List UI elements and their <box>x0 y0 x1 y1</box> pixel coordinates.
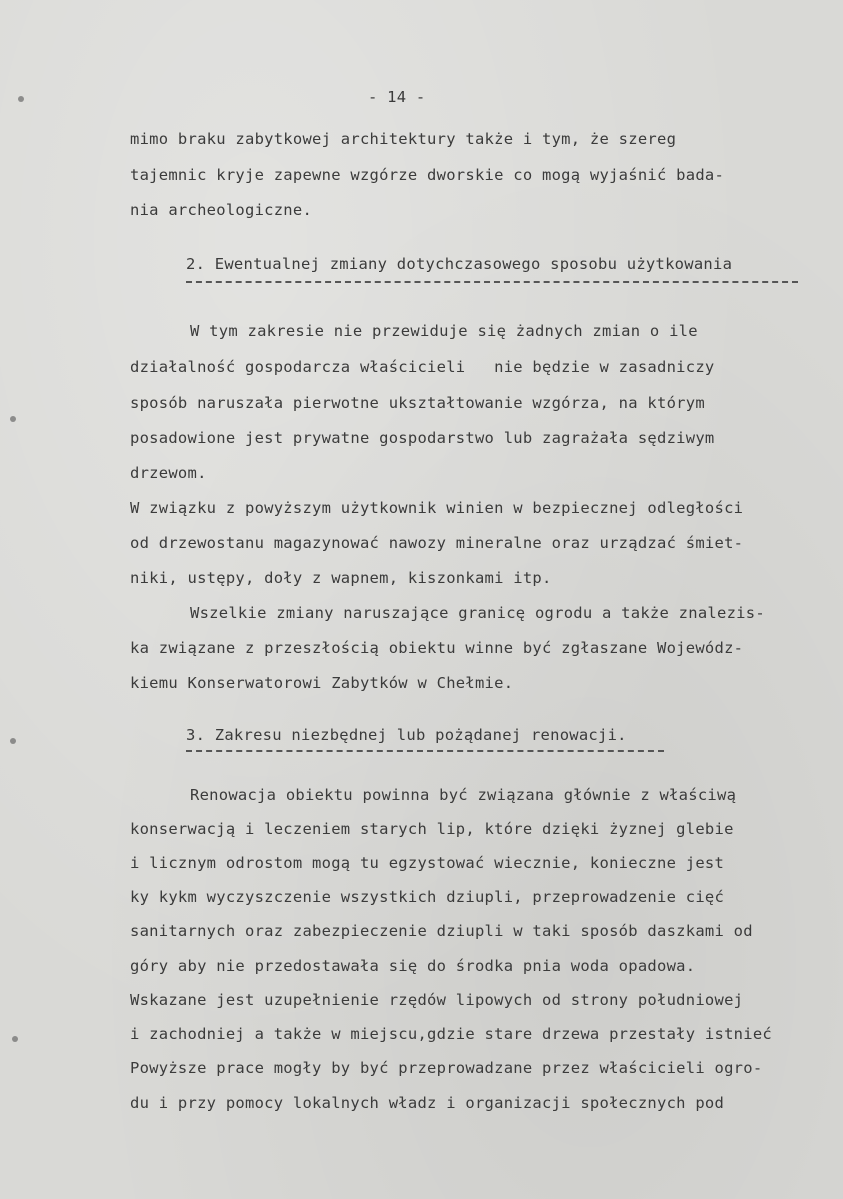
binding-hole-mark <box>18 96 24 102</box>
text-line: posadowione jest prywatne gospodarstwo lub zagrażała sędziwym <box>130 429 715 447</box>
heading-underline <box>186 281 798 283</box>
text-line: konserwacją i leczeniem starych lip, które dzięki żyznej glebie <box>130 820 734 838</box>
text-line: i licznym odrostom mogą tu egzystować wiecznie, konieczne jest <box>130 854 725 872</box>
binding-hole-mark <box>10 738 16 744</box>
text-line: W związku z powyższym użytkownik winien w bezpiecznej odległości <box>130 499 744 517</box>
heading-underline <box>186 750 664 752</box>
section-heading: 2. Ewentualnej zmiany dotychczasowego sposobu użytkowania <box>186 255 733 273</box>
text-line: niki, ustępy, doły z wapnem, kiszonkami itp. <box>130 569 552 587</box>
text-line: W tym zakresie nie przewiduje się żadnych zmian o ile <box>190 322 698 340</box>
text-line: mimo braku zabytkowej architektury także i tym, że szereg <box>130 130 677 148</box>
text-line: drzewom. <box>130 464 207 482</box>
text-line: Powyższe prace mogły by być przeprowadzane przez właścicieli ogro- <box>130 1059 763 1077</box>
text-line: ky kykm wyczyszczenie wszystkich dziupli, przeprowadzenie cięć <box>130 888 725 906</box>
text-line: Wszelkie zmiany naruszające granicę ogrodu a także znalezis- <box>190 604 765 622</box>
text-line: ka związane z przeszłością obiektu winne być zgłaszane Wojewódz- <box>130 639 744 657</box>
page-number: - 14 - <box>368 88 426 106</box>
text-line: kiemu Konserwatorowi Zabytków w Chełmie. <box>130 674 514 692</box>
text-line: od drzewostanu magazynować nawozy mineralne oraz urządzać śmiet- <box>130 534 744 552</box>
text-line: sanitarnych oraz zabezpieczenie dziupli w taki sposób daszkami od <box>130 922 753 940</box>
text-line: Renowacja obiektu powinna być związana głównie z właściwą <box>190 786 737 804</box>
binding-hole-mark <box>10 416 16 422</box>
section-heading: 3. Zakresu niezbędnej lub pożądanej renowacji. <box>186 726 627 744</box>
text-line: sposób naruszała pierwotne ukształtowanie wzgórza, na którym <box>130 394 705 412</box>
text-line: i zachodniej a także w miejscu,gdzie stare drzewa przestały istnieć <box>130 1025 772 1043</box>
binding-hole-mark <box>12 1036 18 1042</box>
text-line: góry aby nie przedostawała się do środka pnia woda opadowa. <box>130 957 696 975</box>
text-line: du i przy pomocy lokalnych władz i organizacji społecznych pod <box>130 1094 725 1112</box>
text-line: Wskazane jest uzupełnienie rzędów lipowych od strony południowej <box>130 991 744 1009</box>
text-line: działalność gospodarcza właścicieli nie będzie w zasadniczy <box>130 358 715 376</box>
text-line: tajemnic kryje zapewne wzgórze dworskie co mogą wyjaśnić bada- <box>130 166 725 184</box>
text-line: nia archeologiczne. <box>130 201 313 219</box>
